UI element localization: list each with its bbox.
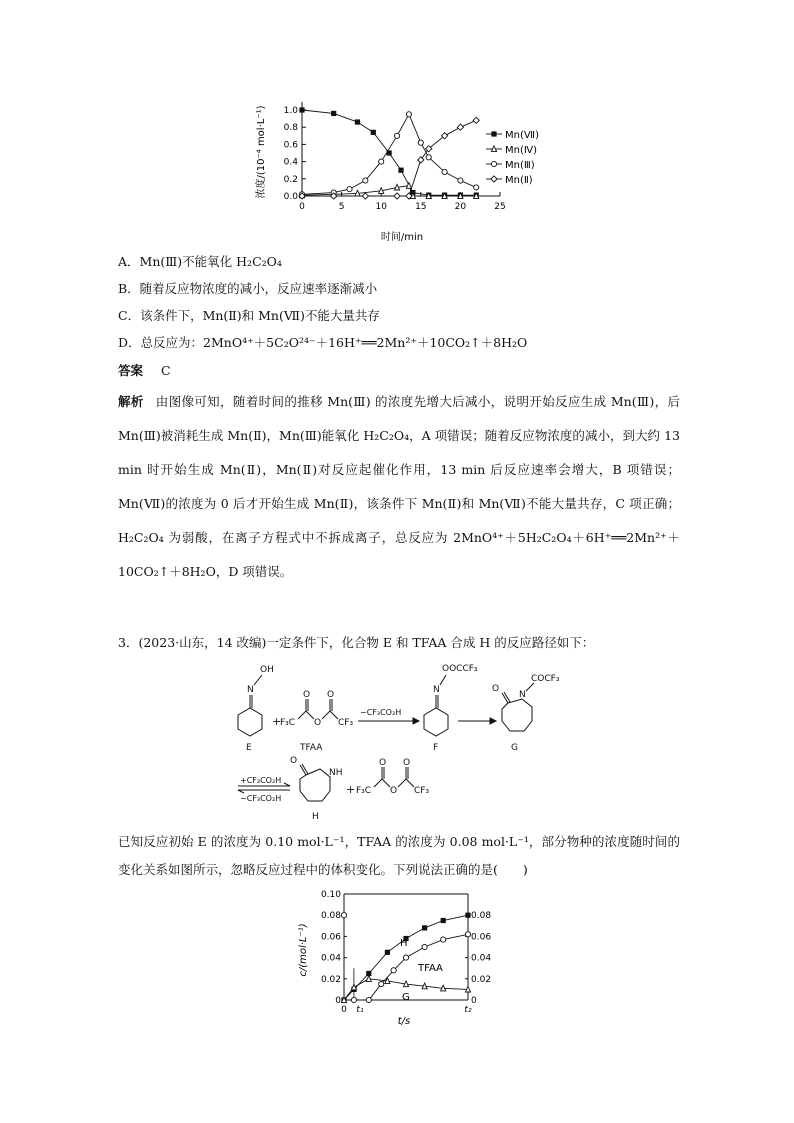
compound-g [492, 674, 560, 753]
compound-h [290, 756, 343, 822]
chart2-label-g: G [402, 992, 410, 1003]
chart2-ytick-label: 0.02 [320, 974, 341, 985]
legend-mn4: Mn(Ⅳ) [505, 145, 537, 156]
f-n: N [433, 685, 440, 695]
chart2-data-point [422, 944, 427, 949]
tfaa-o1: O [303, 690, 311, 700]
concentration-chart-h-tfaa-g [292, 888, 512, 1028]
label-f: F [433, 743, 439, 753]
chart2-ytick-label: 0.10 [320, 890, 341, 900]
h-o: O [290, 756, 298, 766]
tfaa-f3c: F₃C [280, 718, 296, 728]
chart1-legend [505, 130, 539, 186]
chart1-xtick-label: 25 [494, 202, 506, 212]
g-n: N [519, 690, 526, 700]
option-b: B．随着反应物浓度的减小，反应速率逐渐减小 [118, 281, 378, 296]
tfaa-cf3: CF₃ [338, 718, 354, 728]
tfaa2-o2: O [390, 786, 398, 796]
answer-line [118, 361, 171, 379]
legend-marker-2 [491, 161, 496, 166]
plus-1: + [272, 715, 282, 728]
chart2-ytick-label-right: 0.02 [471, 974, 492, 985]
data-point [394, 133, 399, 138]
chart2-ytick-label: 0.06 [320, 932, 341, 943]
eq-top-label: +CF₃CO₂H [240, 776, 282, 785]
legend-marker-3 [491, 176, 497, 182]
data-point [398, 168, 403, 173]
chart1-ytick-label: 0.4 [283, 157, 298, 168]
data-point [457, 124, 463, 130]
analysis-paragraph [118, 385, 680, 589]
chart2-data-point [366, 997, 371, 1002]
g-cocf3: COCF₃ [531, 674, 560, 684]
data-point [474, 185, 479, 190]
chart2-t1: t₁ [356, 1005, 364, 1015]
answer-value: C [161, 363, 171, 378]
chart2-data-point [465, 932, 470, 937]
chart2-data-point [391, 968, 396, 973]
option-a: A．Mn(Ⅲ)不能氧化 H₂C₂O₄ [118, 254, 282, 269]
chart2-data-point [465, 913, 470, 918]
tfaa2-o3: O [403, 758, 411, 768]
tfaa2-o1: O [379, 758, 387, 768]
chart1-xtick-label: 15 [415, 202, 427, 212]
data-point [406, 183, 411, 189]
chart1-ylabel: 浓度/(10⁻⁴ mol·L⁻¹) [256, 105, 267, 199]
question-3-title: 3．(2023·山东，14 改编)一定条件下，化合物 E 和 TFAA 合成 H 的反应路径如下： [118, 635, 595, 650]
chart2-x0: 0 [341, 1005, 347, 1015]
chart2-ytick-label: 0.04 [320, 953, 341, 964]
chart2-data-point [422, 925, 427, 930]
data-point [426, 155, 431, 160]
data-point [347, 187, 352, 192]
chart2-data-point [441, 918, 446, 923]
e-oh: OH [260, 665, 274, 675]
option-c: C．该条件下，Mn(Ⅱ)和 Mn(Ⅶ)不能大量共存 [118, 308, 380, 323]
data-point [363, 178, 368, 183]
legend-mn7: Mn(Ⅶ) [505, 130, 539, 141]
chart2-ylabel: c/(mol·L⁻¹) [298, 923, 309, 977]
answer-label: 答案 [118, 363, 144, 378]
analysis-text: 由图像可知，随着时间的推移 Mn(Ⅲ) 的浓度先增大后减小，说明开始反应生成 Mn(Ⅲ)，后 Mn(Ⅲ)被消耗生成 Mn(Ⅱ)，Mn(Ⅲ)能氧化 H₂C₂O₄，A 项错误；随着反应物浓度的减小，到大约 13 min 时开始生成 Mn(Ⅱ)，Mn(Ⅱ)对反应起催化作用，13 min 后反应速率会增大，B 项错误；Mn(Ⅶ)的浓度为 0 后才开始生成 Mn(Ⅱ)，该条件下 Mn(Ⅱ)和 Mn(Ⅶ)不能大量共存，C 项正确；H₂C₂O₄ 为弱酸，在离子方程式中不拆成离子，总反应为 2MnO⁴⁺＋5H₂C₂O₄＋6H⁺══2Mn²⁺＋10CO₂↑＋8H₂O，D 项错误。 [118, 394, 680, 579]
chart2-label-h: H [400, 938, 408, 949]
h-nh: NH [329, 768, 343, 778]
arrow1-label: −CF₃CO₂H [360, 708, 402, 717]
g-o: O [492, 684, 500, 694]
chart1-xtick-label: 0 [299, 202, 305, 212]
chart1-xlabel: 时间/min [380, 232, 424, 243]
chart1-series [299, 107, 502, 199]
chart1-ytick-label: 0.8 [283, 123, 298, 134]
chart2-ytick-label-right: 0.04 [471, 953, 492, 964]
concentration-chart-mn [250, 92, 540, 244]
chart2-series [341, 913, 470, 1003]
plus-2: + [346, 783, 356, 796]
chart2-ytick-label-right: 0.08 [471, 911, 492, 922]
data-point [442, 169, 447, 174]
option-d: D．总反应为：2MnO⁴⁺＋5C₂O²⁴⁻＋16H⁺══2Mn²⁺＋10CO₂↑＋8H₂O [118, 335, 528, 350]
question-3-body: 已知反应初始 E 的浓度为 0.10 mol·L⁻¹，TFAA 的浓度为 0.08 mol·L⁻¹，部分物种的浓度随时间的变化关系如图所示，忽略反应过程中的体积变化。下列说法正确的是( ) [118, 834, 680, 877]
chart1-ytick-label: 0.6 [283, 140, 298, 151]
data-point [406, 112, 411, 117]
chart1-ytick-label: 1.0 [283, 106, 298, 116]
chart1-ytick-label: 0.0 [283, 192, 298, 202]
chart1-xtick-label: 20 [454, 202, 467, 212]
chart1-xtick-label: 10 [375, 202, 387, 212]
series-line-3 [302, 120, 476, 196]
tfaa-o2: O [314, 718, 322, 728]
data-point [371, 130, 376, 135]
chart2-t2: t₂ [464, 1005, 472, 1015]
data-point [394, 193, 400, 199]
chart2-ytick-label-right: 0 [471, 996, 477, 1006]
label-e: E [246, 743, 252, 753]
f-ooccf3: OOCCF₃ [442, 664, 478, 674]
compound-tfaa [280, 690, 353, 753]
chart2-ytick-label-right: 0.06 [471, 932, 492, 943]
chart2-data-point [441, 937, 446, 942]
arrow-2-head [490, 718, 496, 724]
legend-marker-0 [491, 131, 496, 136]
data-point [473, 117, 479, 123]
chart2-data-point [351, 997, 356, 1002]
data-point [418, 157, 424, 163]
chart1-xtick-label: 5 [338, 202, 345, 212]
chart2-data-point [366, 976, 371, 982]
analysis-label: 解析 [118, 394, 144, 409]
data-point [362, 193, 368, 199]
equilibrium-arrows [238, 776, 290, 803]
data-point [458, 178, 463, 183]
legend-mn3: Mn(Ⅲ) [505, 160, 535, 171]
arrow-1 [358, 708, 419, 724]
label-tfaa: TFAA [300, 743, 323, 753]
label-g: G [511, 743, 518, 753]
chart2-ytick-label: 0 [335, 996, 341, 1006]
e-n: N [247, 685, 254, 695]
label-h: H [312, 812, 319, 822]
data-point [331, 111, 336, 116]
compound-tfaa-2 [356, 758, 429, 796]
chart2-label-tfaa: TFAA [418, 963, 443, 974]
data-point [299, 107, 304, 112]
chart2-data-point [341, 913, 346, 918]
eq-bottom-label: −CF₃CO₂H [240, 794, 282, 803]
chart2-data-point [379, 982, 384, 987]
chart2-series-line-1 [354, 934, 468, 1000]
chart2-data-point [385, 950, 390, 955]
reaction-scheme [228, 655, 588, 825]
tfaa2-cf3: CF₃ [414, 786, 430, 796]
tfaa2-f3c: F₃C [356, 786, 372, 796]
compound-f [424, 664, 478, 753]
data-point [379, 159, 384, 164]
series-line-1 [302, 186, 476, 196]
compound-e [238, 665, 274, 753]
chart1-ytick-label: 0.2 [283, 174, 298, 185]
legend-mn2: Mn(Ⅱ) [505, 175, 533, 186]
data-point [418, 140, 423, 145]
chart2-ytick-label: 0.08 [320, 911, 341, 922]
tfaa-o3: O [327, 690, 335, 700]
chart2-data-point [403, 955, 408, 960]
chart2-xlabel: t/s [397, 1016, 411, 1027]
data-point [355, 119, 360, 124]
